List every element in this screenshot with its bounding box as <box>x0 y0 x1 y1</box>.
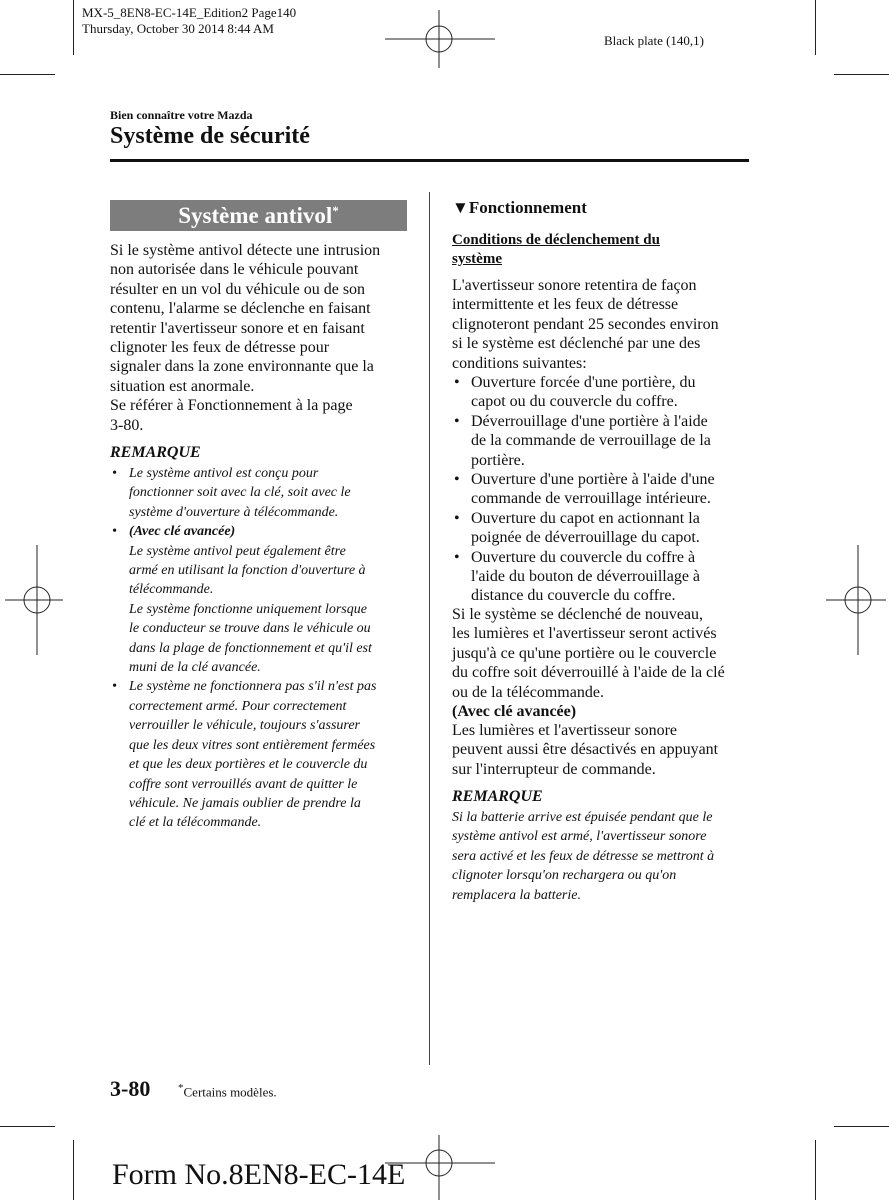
page-title: Système de sécurité <box>110 123 310 149</box>
intro-line: résulter en un vol du véhicule ou de son <box>110 280 366 298</box>
intro-line: contenu, l'alarme se déclenche en faisant <box>110 300 371 318</box>
subheading-line: Conditions de déclenchement du <box>452 232 660 248</box>
print-job-line: MX-5_8EN8-EC-14E_Edition2 Page140 <box>82 5 297 20</box>
retrigger-paragraph <box>452 605 752 702</box>
note-line: que les deux vitres sont entièrement fermées <box>129 737 376 753</box>
intro-line: clignoter les feux de détresse pour <box>110 339 330 357</box>
print-job-line: Thursday, October 30 2014 8:44 AM <box>82 21 274 36</box>
trigger-subheading <box>452 231 660 269</box>
header-rule <box>110 159 749 162</box>
note-title: REMARQUE <box>452 788 543 805</box>
note-item <box>110 522 420 677</box>
intro-line: retentir l'avertisseur sonore et en faisant <box>110 319 365 337</box>
intro-line: Se référer à Fonctionnement à la page <box>110 397 353 415</box>
intro-line: intermittente et les feux de détresse <box>452 296 679 314</box>
retrigger-line: Si le système se déclenché de nouveau, <box>452 606 704 623</box>
intro-line: clignoteront pendant 25 secondes environ <box>452 315 719 333</box>
condition-line: portière. <box>471 451 525 469</box>
bullet-icon: • <box>454 509 460 527</box>
advanced-key-paragraph <box>452 721 752 779</box>
registration-mark-icon <box>385 10 495 68</box>
crop-mark <box>815 1140 816 1200</box>
condition-line: l'aide du bouton de déverrouillage à <box>471 568 701 586</box>
note-line: télécommande. <box>129 582 214 598</box>
condition-item <box>452 548 752 606</box>
condition-item <box>452 373 752 412</box>
note-line: armé en utilisant la fonction d'ouverture à <box>129 563 366 579</box>
note-item-heading: (Avec clé avancée) <box>129 524 236 540</box>
note-line: verrouiller le véhicule, toujours s'assurer <box>129 718 360 734</box>
page-number: 3-80 <box>110 1076 151 1101</box>
note-list <box>110 464 420 833</box>
plate-info: Black plate (140,1) <box>604 33 704 48</box>
note-item <box>110 464 420 522</box>
note-item <box>110 677 420 832</box>
note-line: dans la plage de fonctionnement et qu'il est <box>129 640 372 656</box>
bullet-icon: • <box>454 374 460 391</box>
note-line: Le système antivol peut également être <box>129 543 346 559</box>
operation-heading-text: Fonctionnement <box>468 198 587 217</box>
print-job-info <box>82 5 296 37</box>
advanced-key-heading: (Avec clé avancée) <box>452 703 577 720</box>
intro-line: 3-80. <box>110 416 144 434</box>
condition-line: Ouverture d'une portière à l'aide d'une <box>471 471 715 489</box>
condition-list <box>452 373 752 606</box>
intro-paragraph <box>110 241 420 435</box>
retrigger-line: ou de la télécommande. <box>452 683 604 701</box>
condition-line: Ouverture du couvercle du coffre à <box>471 548 696 566</box>
note-line: Si la batterie arrive est épuisée pendant que le <box>452 810 713 825</box>
trigger-intro <box>452 276 752 373</box>
footnote-text: Certains modèles. <box>183 1084 277 1100</box>
advanced-key-line: Les lumières et l'avertisseur sonore <box>452 722 678 739</box>
crop-mark <box>73 1140 74 1200</box>
note-line: coffre sont verrouillés avant de quitter le <box>129 776 358 792</box>
triangle-down-icon: ▼ <box>452 198 469 217</box>
condition-item <box>452 412 752 470</box>
section-label: Bien connaître votre Mazda <box>110 108 253 122</box>
battery-note <box>452 808 752 905</box>
bullet-icon: • <box>454 412 460 430</box>
registration-mark-icon <box>5 545 63 655</box>
intro-line: si le système est déclenché par une des <box>452 335 701 353</box>
condition-line: commande de verrouillage intérieure. <box>471 490 711 508</box>
note-title: REMARQUE <box>110 444 201 461</box>
note-line: clignoter lorsqu'on rechargera ou qu'on <box>452 868 677 884</box>
form-number: Form No.8EN8-EC-14E <box>112 1158 406 1191</box>
crop-mark <box>0 74 55 75</box>
column-divider <box>429 192 430 1065</box>
retrigger-line: jusqu'à ce qu'une portière ou le couvercle <box>452 644 717 662</box>
footnote <box>178 1082 277 1100</box>
intro-line: L'avertisseur sonore retentira de façon <box>452 277 697 294</box>
note-line: Le système fonctionne uniquement lorsque <box>129 601 367 617</box>
condition-line: Déverrouillage d'une portière à l'aide <box>471 412 708 430</box>
crop-mark <box>815 0 816 55</box>
note-line: correctement armé. Pour correctement <box>129 698 347 714</box>
bullet-icon: • <box>112 679 117 695</box>
note-line: Le système ne fonctionnera pas s'il n'est pas <box>129 679 377 695</box>
note-line: remplacera la batterie. <box>452 887 581 903</box>
model-footnote-star: * <box>332 203 339 218</box>
advanced-key-line: sur l'interrupteur de commande. <box>452 760 656 778</box>
subheading-line: système <box>452 251 502 267</box>
note-line: muni de la clé avancée. <box>129 660 261 676</box>
bullet-icon: • <box>454 548 460 566</box>
bullet-icon: • <box>112 466 117 481</box>
advanced-key-line: peuvent aussi être désactivés en appuyant <box>452 741 719 759</box>
intro-line: situation est anormale. <box>110 377 255 395</box>
crop-mark <box>834 74 889 75</box>
operation-heading <box>452 198 587 218</box>
crop-mark <box>73 0 74 55</box>
retrigger-line: du coffre soit déverrouillé à l'aide de la clé <box>452 664 725 682</box>
condition-item <box>452 509 752 548</box>
retrigger-line: les lumières et l'avertisseur seront activés <box>452 625 717 643</box>
intro-line: non autorisée dans le véhicule pouvant <box>110 261 359 279</box>
crop-mark <box>834 1126 889 1127</box>
note-line: le conducteur se trouve dans le véhicule ou <box>129 621 371 637</box>
intro-line: signaler dans la zone environnante que la <box>110 358 374 376</box>
banner-title: Système antivol <box>178 203 333 228</box>
condition-line: Ouverture du capot en actionnant la <box>471 509 700 527</box>
intro-line: conditions suivantes: <box>452 354 587 372</box>
condition-line: poignée de déverrouillage du capot. <box>471 529 700 547</box>
note-line: véhicule. Ne jamais oublier de prendre la <box>129 795 361 811</box>
registration-mark-icon <box>826 545 886 655</box>
footnote-star: * <box>178 1082 184 1094</box>
crop-mark <box>0 1126 55 1127</box>
condition-item <box>452 470 752 509</box>
note-line: sera activé et les feux de détresse se mettront à <box>452 848 715 864</box>
condition-line: Ouverture forcée d'une portière, du <box>471 374 696 391</box>
section-banner <box>110 200 407 231</box>
note-line: et que les deux portières et le couvercle du <box>129 757 368 773</box>
note-line: système d'ouverture à télécommande. <box>129 504 339 520</box>
note-line: Le système antivol est conçu pour <box>129 466 319 481</box>
condition-line: distance du couvercle du coffre. <box>471 587 676 605</box>
note-line: clé et la télécommande. <box>129 815 262 831</box>
condition-line: de la commande de verrouillage de la <box>471 432 711 450</box>
intro-line: Si le système antivol détecte une intrusion <box>110 242 381 259</box>
bullet-icon: • <box>454 471 460 489</box>
note-line: système antivol est armé, l'avertisseur sonore <box>452 829 707 845</box>
note-line: fonctionner soit avec la clé, soit avec le <box>129 485 351 501</box>
bullet-icon: • <box>112 524 117 540</box>
condition-line: capot ou du couvercle du coffre. <box>471 393 678 411</box>
